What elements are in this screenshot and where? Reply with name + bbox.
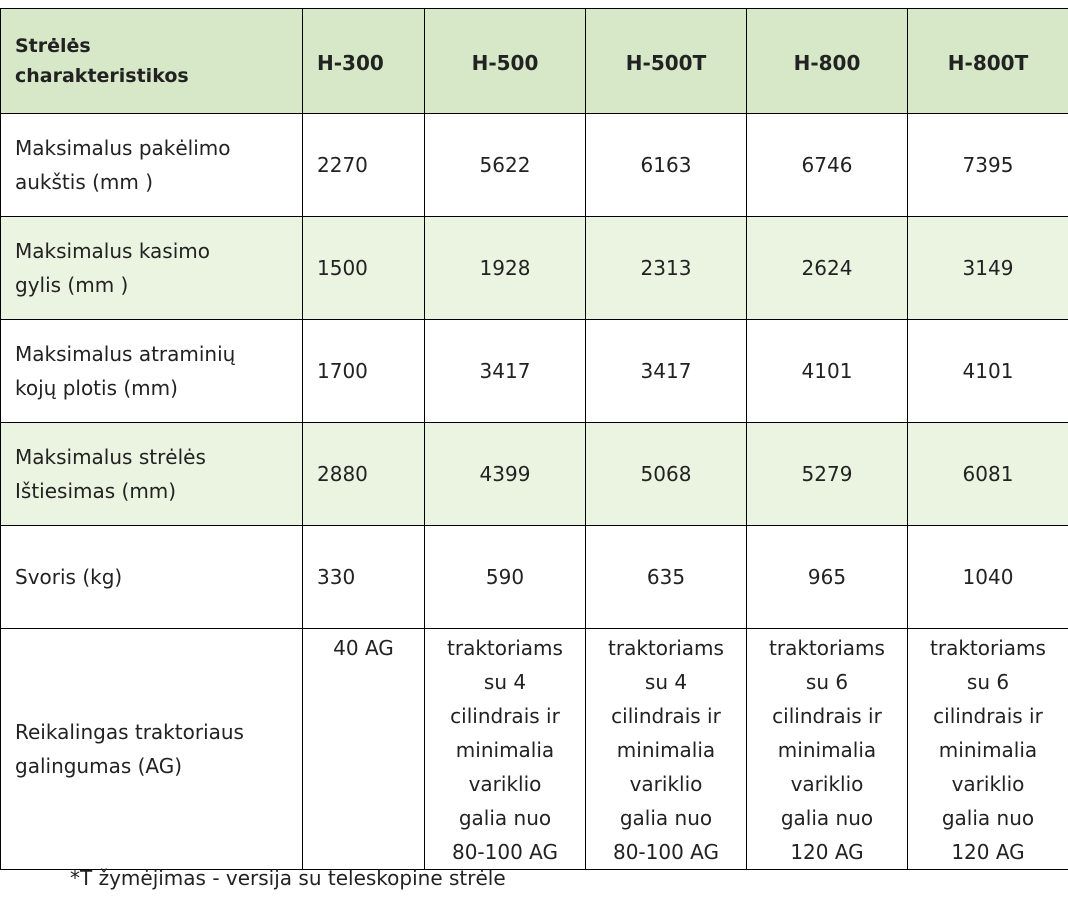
table-cell: 2880 [303,423,425,526]
table-cell: 4101 [747,320,908,423]
table-row [1,526,1068,629]
table-row [1,320,1068,423]
header-model: H-800 [747,9,908,114]
table-cell: 5068 [586,423,747,526]
table-cell: 4399 [425,423,586,526]
table-cell: 1500 [303,217,425,320]
header-model: H-800T [908,9,1068,114]
table-cell: 2270 [303,114,425,217]
table-cell: 1928 [425,217,586,320]
header-feature: Strėlės charakteristikos [1,9,303,114]
table-cell: traktoriams su 6 cilindrais ir minimalia variklio galia nuo 120 AG [908,629,1068,870]
row-label: Maksimalus kasimo gylis (mm ) [1,217,303,320]
table-cell: 6163 [586,114,747,217]
table-cell: 590 [425,526,586,629]
table-cell: 5622 [425,114,586,217]
row-label: Maksimalus pakėlimo aukštis (mm ) [1,114,303,217]
table-row [1,423,1068,526]
row-label: Maksimalus atraminių kojų plotis (mm) [1,320,303,423]
footnote: *T žymėjimas - versija su teleskopine strėle [70,866,506,890]
table-cell: 3417 [425,320,586,423]
table-cell: traktoriams su 4 cilindrais ir minimalia variklio galia nuo 80-100 AG [425,629,586,870]
table-cell: 2624 [747,217,908,320]
table-cell: 6081 [908,423,1068,526]
header-model: H-500 [425,9,586,114]
table-cell: 635 [586,526,747,629]
table-cell: 7395 [908,114,1068,217]
header-model: H-300 [303,9,425,114]
table-cell: 3417 [586,320,747,423]
row-label: Reikalingas traktoriaus galingumas (AG) [1,629,303,870]
table-row [1,114,1068,217]
table-cell: 1040 [908,526,1068,629]
table-cell: 2313 [586,217,747,320]
table-cell: 6746 [747,114,908,217]
table-cell: 4101 [908,320,1068,423]
header-row [1,9,1068,114]
table-cell: 330 [303,526,425,629]
table-cell: 3149 [908,217,1068,320]
table-row [1,629,1068,870]
row-label: Svoris (kg) [1,526,303,629]
table-cell: 5279 [747,423,908,526]
table-cell: traktoriams su 6 cilindrais ir minimalia variklio galia nuo 120 AG [747,629,908,870]
header-model: H-500T [586,9,747,114]
table-cell: 965 [747,526,908,629]
table-cell: 1700 [303,320,425,423]
table-cell: traktoriams su 4 cilindrais ir minimalia variklio galia nuo 80-100 AG [586,629,747,870]
row-label: Maksimalus strėlės Ištiesimas (mm) [1,423,303,526]
table-cell: 40 AG [303,629,425,870]
spec-table [0,8,1068,870]
table-row [1,217,1068,320]
